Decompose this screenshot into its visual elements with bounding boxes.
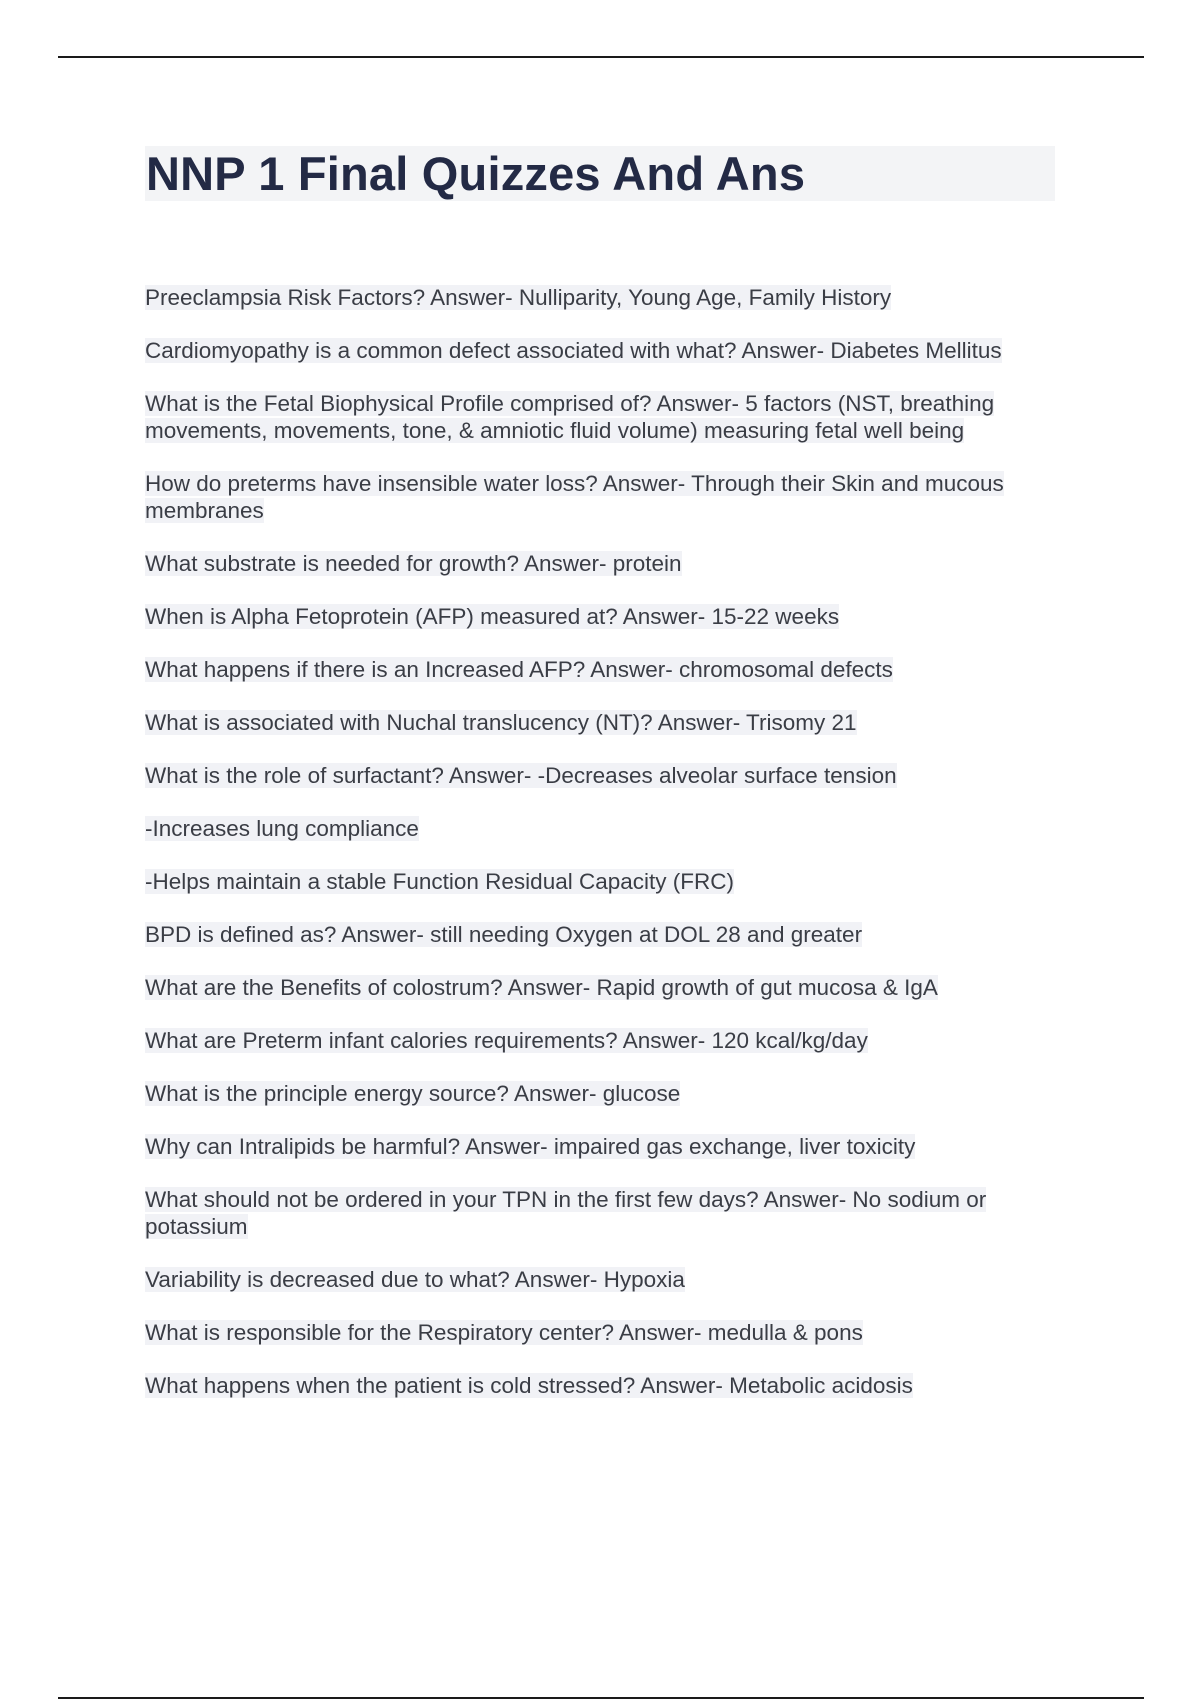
qa-item	[145, 868, 1045, 895]
qa-text: What should not be ordered in your TPN in the first few days? Answer- No sodium or potassium	[145, 1187, 987, 1239]
qa-item	[145, 390, 1045, 444]
page-title: NNP 1 Final Quizzes And Ans	[146, 147, 806, 200]
qa-item	[145, 1133, 1045, 1160]
qa-item	[145, 1027, 1045, 1054]
qa-item	[145, 921, 1045, 948]
qa-text: What is the role of surfactant? Answer- -Decreases alveolar surface tension	[145, 763, 897, 788]
qa-text: Cardiomyopathy is a common defect associated with what? Answer- Diabetes Mellitus	[145, 338, 1002, 363]
qa-text: Variability is decreased due to what? Answer- Hypoxia	[145, 1267, 685, 1292]
top-rule	[58, 56, 1144, 58]
qa-item	[145, 1266, 1045, 1293]
qa-text: -Helps maintain a stable Function Residual Capacity (FRC)	[145, 869, 734, 894]
qa-item	[145, 337, 1045, 364]
qa-item	[145, 284, 1045, 311]
qa-item	[145, 550, 1045, 577]
qa-text: Preeclampsia Risk Factors? Answer- Nulliparity, Young Age, Family History	[145, 285, 892, 310]
qa-item	[145, 470, 1045, 524]
qa-list	[145, 284, 1045, 1425]
qa-item	[145, 974, 1045, 1001]
qa-text: BPD is defined as? Answer- still needing Oxygen at DOL 28 and greater	[145, 922, 863, 947]
qa-item	[145, 762, 1045, 789]
qa-text: What are the Benefits of colostrum? Answer- Rapid growth of gut mucosa & IgA	[145, 975, 938, 1000]
qa-item	[145, 709, 1045, 736]
qa-text: When is Alpha Fetoprotein (AFP) measured at? Answer- 15-22 weeks	[145, 604, 840, 629]
qa-text: What is the principle energy source? Answer- glucose	[145, 1081, 681, 1106]
bottom-rule	[58, 1697, 1144, 1699]
qa-item	[145, 1319, 1045, 1346]
qa-text: What is associated with Nuchal translucency (NT)? Answer- Trisomy 21	[145, 710, 857, 735]
qa-text: What substrate is needed for growth? Answer- protein	[145, 551, 682, 576]
qa-text: -Increases lung compliance	[145, 816, 419, 841]
qa-text: What happens when the patient is cold stressed? Answer- Metabolic acidosis	[145, 1373, 913, 1398]
qa-item	[145, 1186, 1045, 1240]
qa-text: What are Preterm infant calories requirements? Answer- 120 kcal/kg/day	[145, 1028, 868, 1053]
qa-text: What happens if there is an Increased AFP? Answer- chromosomal defects	[145, 657, 893, 682]
qa-item	[145, 1372, 1045, 1399]
qa-item	[145, 815, 1045, 842]
qa-text: Why can Intralipids be harmful? Answer- impaired gas exchange, liver toxicity	[145, 1134, 916, 1159]
qa-item	[145, 603, 1045, 630]
qa-text: How do preterms have insensible water loss? Answer- Through their Skin and mucous membranes	[145, 471, 1004, 523]
qa-text: What is the Fetal Biophysical Profile comprised of? Answer- 5 factors (NST, breathing movements, movements, tone, & amniotic fluid volume) measuring fetal well being	[145, 391, 995, 443]
qa-item	[145, 1080, 1045, 1107]
qa-text: What is responsible for the Respiratory center? Answer- medulla & pons	[145, 1320, 863, 1345]
qa-item	[145, 656, 1045, 683]
